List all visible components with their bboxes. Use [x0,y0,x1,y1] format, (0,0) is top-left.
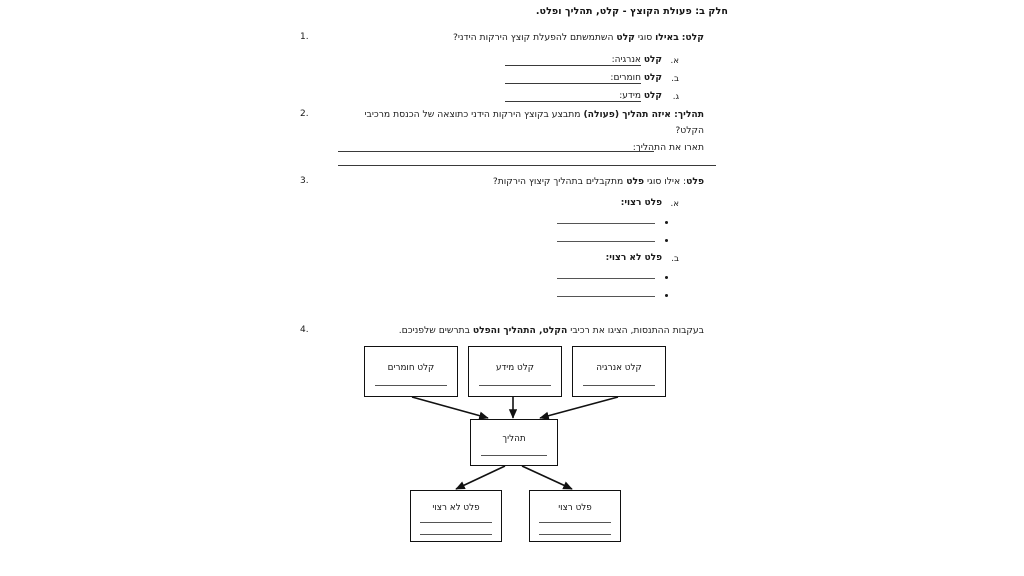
question-3-section-a-line-1[interactable] [557,223,655,224]
diagram-box-output-desired[interactable] [529,490,621,542]
question-1-item-a-label [612,55,662,65]
question-3-section-b-line-1[interactable] [557,278,655,279]
diagram-box-output-desired-line-2[interactable] [539,534,611,535]
question-3-section-b-line-2[interactable] [557,296,655,297]
question-1-item-a-bold: קלט [643,55,662,65]
diagram-box-input-energy-line[interactable] [583,385,655,386]
question-1-item-c-label [619,91,662,101]
bullet-icon [665,221,668,224]
question-3-tail: מתקבלים בתהליך קיצוץ הירקות? [492,176,627,187]
question-1-tail: השתמשתם להפעלת קוצץ הירקות הידני? [452,32,617,43]
diagram-box-output-undesired-line-1[interactable] [420,522,492,523]
question-4-text [399,324,704,337]
question-3-lead: פלט [686,176,704,187]
question-2-bold-lead: תהליך: איזה תהליך (פעולה) [583,109,704,120]
diagram-box-output-undesired-label: פלט לא רצוי [432,503,480,513]
diagram-box-input-information-line[interactable] [479,385,551,386]
bullet-icon [665,239,668,242]
question-1-item-b-letter: ב. [671,74,679,84]
bullet-icon [665,276,668,279]
question-1-item-a-rest: אנרגיה: [611,55,644,65]
question-1-item-a-answer-line[interactable] [505,65,641,66]
question-3-bold: פלט [626,176,645,187]
question-3-number: 3. [300,176,309,186]
diagram-box-input-information-label: קלט מידע [496,363,534,373]
question-2-line-1-rest: מתבצע בקוצץ הירקות הידני כתוצאה של הכנסת מרכיבי [364,109,584,120]
question-3-section-b-label: פלט לא רצוי: [605,253,662,263]
question-1-text [453,31,704,44]
question-2-answer-line-2[interactable] [338,165,716,166]
question-2-number: 2. [300,109,309,119]
question-3-mid: : אילו סוגי [644,176,687,187]
question-1-item-c-bold: קלט [643,91,662,101]
question-3-section-a-line-2[interactable] [557,241,655,242]
diagram-box-output-undesired[interactable] [410,490,502,542]
question-2-text-line-1 [364,108,704,121]
diagram-box-input-materials-line[interactable] [375,385,447,386]
question-1-item-b-bold: קלט [643,73,662,83]
diagram-box-input-energy[interactable] [572,346,666,397]
question-1-bold-2: קלט [616,32,635,43]
question-1-item-a-letter: א. [670,56,679,66]
question-4-number: 4. [300,325,309,335]
question-2-prompt: תארו את התהליך: [632,142,704,153]
question-2-answer-line-1[interactable] [338,151,654,152]
question-1-lead: קלט: [681,32,704,43]
question-1-item-c-letter: ג. [672,92,679,102]
question-1-bold-1: באילו [655,32,679,43]
question-1-mid: סוגי [634,32,656,43]
question-1-item-b-label [610,73,662,83]
question-1-item-b-answer-line[interactable] [505,83,641,84]
question-4-bold: הקלט, התהליך והפלט [472,325,568,336]
question-4-end: בתרשים שלפניכם. [398,325,473,336]
question-2-text-line-2: הקלט? [675,125,704,136]
question-1-number: 1. [300,32,309,42]
diagram-box-process-label: תהליך [502,434,526,444]
question-4-start: בעקבות ההתנסות, הציגו את רכיבי [567,325,704,336]
diagram-box-input-materials-label: קלט חומרים [387,363,435,373]
bullet-icon [665,294,668,297]
question-3-section-a-label: פלט רצוי: [620,198,662,208]
diagram-box-input-information[interactable] [468,346,562,397]
question-1-item-c-rest: מידע: [619,91,644,101]
diagram-box-output-desired-label: פלט רצוי [558,503,592,513]
page-title: חלק ב: פעולת הקוצץ - קלט, תהליך ופלט. [535,6,728,17]
question-1-item-c-answer-line[interactable] [505,101,641,102]
diagram-box-input-materials[interactable] [364,346,458,397]
question-1-item-b-rest: חומרים: [610,73,644,83]
diagram-box-process-line[interactable] [481,455,547,456]
question-3-text [493,175,704,188]
diagram-box-output-undesired-line-2[interactable] [420,534,492,535]
diagram-box-process[interactable] [470,419,558,466]
question-3-section-a-letter: א. [670,199,679,209]
diagram-box-input-energy-label: קלט אנרגיה [596,363,642,373]
question-3-section-b-letter: ב. [671,254,679,264]
diagram-box-output-desired-line-1[interactable] [539,522,611,523]
